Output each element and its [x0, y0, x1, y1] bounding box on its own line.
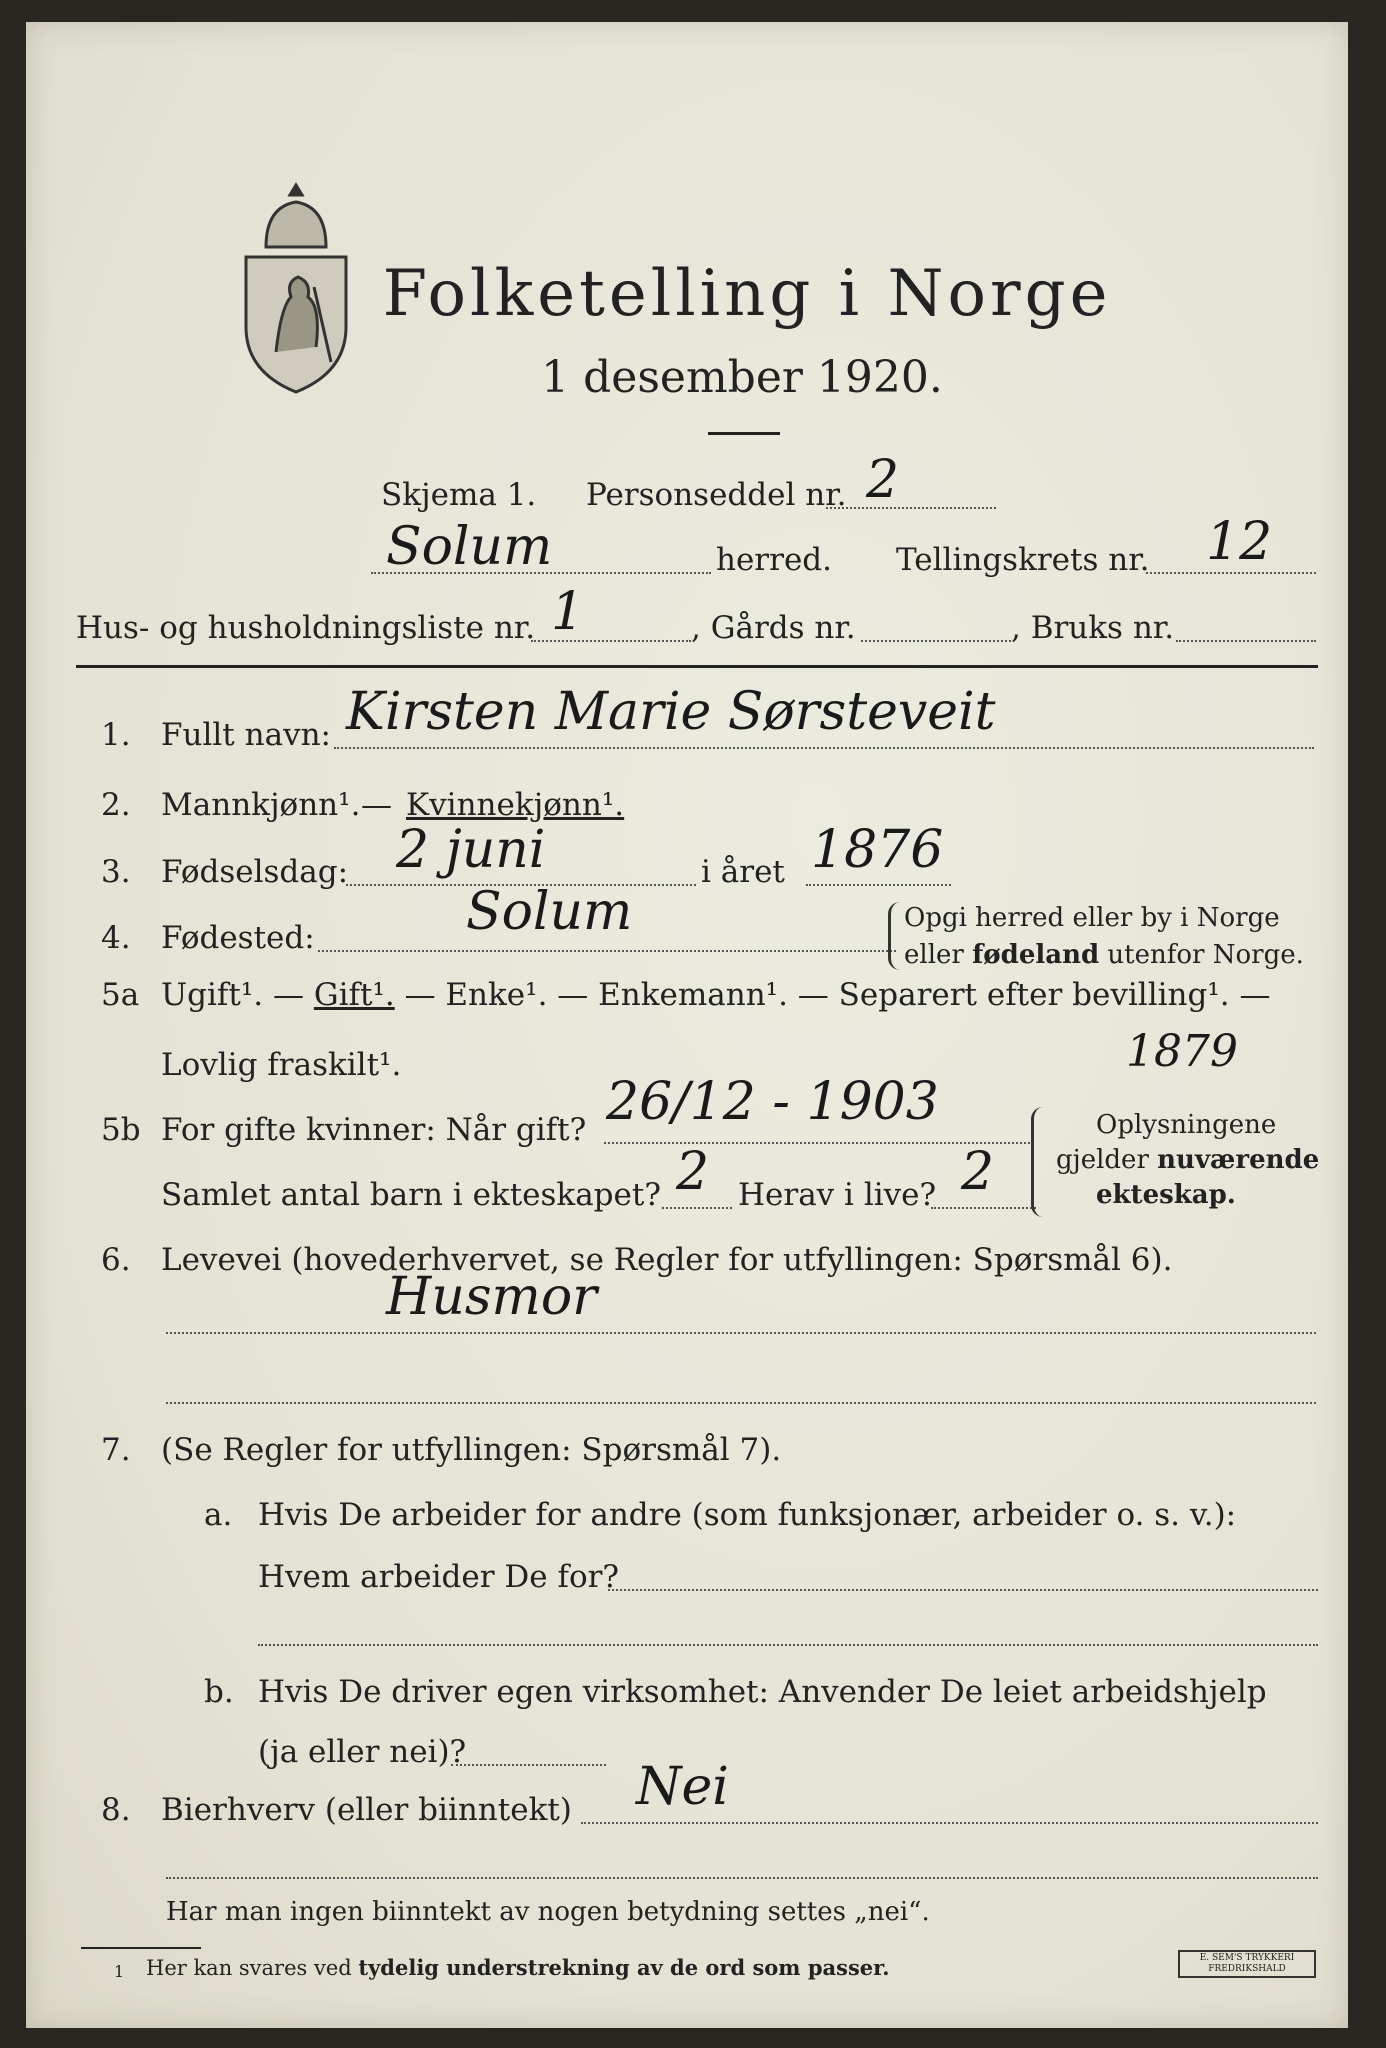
- q1-label: Fullt navn:: [161, 717, 331, 753]
- q7a-text: Hvis De arbeider for andre (som funksjonær, arbeider o. s. v.):: [258, 1497, 1237, 1533]
- q7a-line-2: [258, 1644, 1318, 1646]
- q1-number: 1.: [101, 717, 131, 753]
- q5a-gift-selected: Gift¹.: [313, 977, 395, 1013]
- gards-label: , Gårds nr.: [691, 610, 856, 646]
- q5b-label: For gifte kvinner: Når gift?: [161, 1112, 587, 1148]
- skjema-label: Skjema 1.: [381, 477, 537, 513]
- q2-kvinne: Kvinnekjønn¹.: [406, 787, 625, 823]
- q6-number: 6.: [101, 1242, 131, 1278]
- q8-number: 8.: [101, 1792, 131, 1828]
- q4-value: Solum: [466, 882, 633, 942]
- bruks-label: , Bruks nr.: [1011, 610, 1175, 646]
- q4-brace: [888, 902, 901, 970]
- printer-stamp: E. SEM'S TRYKKERI FREDRIKSHALD: [1178, 1950, 1316, 1978]
- krets-label: Tellingskrets nr.: [896, 542, 1150, 578]
- q2-mann: Mannkjønn¹.: [161, 787, 361, 823]
- q5a-note: 1879: [1126, 1026, 1238, 1077]
- gards-line: [861, 640, 1011, 642]
- q7b-line: [451, 1764, 606, 1766]
- q4-note-1: Opgi herred eller by i Norge: [904, 903, 1280, 933]
- q7-number: 7.: [101, 1432, 131, 1468]
- q8-line-1: [581, 1822, 1318, 1824]
- q8-label: Bierhverv (eller biinntekt): [161, 1792, 572, 1828]
- q7a-number: a.: [204, 1497, 233, 1533]
- q6-label: Levevei (hovederhvervet, se Regler for utfyllingen: Spørsmål 6).: [161, 1242, 1173, 1278]
- q5b-barn-value: 2: [676, 1142, 710, 1202]
- title-divider: [708, 432, 780, 435]
- q2-separator: —: [361, 787, 392, 823]
- q3-year-label: i året: [701, 854, 785, 890]
- hus-label: Hus- og husholdningsliste nr.: [76, 610, 536, 646]
- bruks-line: [1176, 640, 1316, 642]
- q7b-question: (ja eller nei)?: [258, 1734, 467, 1770]
- footer-note: Har man ingen biinntekt av nogen betydning settes „nei“.: [166, 1897, 930, 1927]
- herred-value: Solum: [386, 517, 553, 577]
- q4-number: 4.: [101, 920, 131, 956]
- q5b-barn-line: [662, 1207, 732, 1209]
- q5b-live-label: Herav i live?: [738, 1177, 937, 1213]
- footnote-text: Her kan svares ved tydelig understrekning av de ord som passer.: [146, 1955, 890, 1980]
- q5a-options: Ugift¹. — Gift¹. — Enke¹. — Enkemann¹. — Separert efter bevilling¹. —: [161, 977, 1271, 1013]
- q7b-text: Hvis De driver egen virksomhet: Anvender De leiet arbeidshjelp: [258, 1674, 1267, 1710]
- q1-value: Kirsten Marie Sørsteveit: [346, 682, 996, 742]
- q8-value: Nei: [636, 1757, 729, 1817]
- q6-line-2: [166, 1402, 1316, 1404]
- q1-line: [334, 747, 1314, 749]
- q5b-brace: [1031, 1107, 1046, 1217]
- personseddel-line: [826, 507, 996, 509]
- footnote-divider: [81, 1947, 201, 1949]
- q5b-live-value: 2: [961, 1142, 995, 1202]
- herred-label: herred.: [716, 542, 832, 578]
- q7a-question: Hvem arbeider De for?: [258, 1559, 620, 1595]
- q6-value: Husmor: [386, 1267, 597, 1327]
- q4-label: Fødested:: [161, 920, 315, 956]
- q7a-line-1: [608, 1589, 1318, 1591]
- q5a-line2: Lovlig fraskilt¹.: [161, 1047, 402, 1083]
- q5b-note-1: Oplysningene: [1096, 1110, 1277, 1140]
- q3-number: 3.: [101, 854, 131, 890]
- q3-label: Fødselsdag:: [161, 854, 349, 890]
- personseddel-label: Personseddel nr.: [586, 477, 847, 513]
- hus-value: 1: [551, 582, 585, 642]
- q6-line-1: [166, 1332, 1316, 1334]
- krets-value: 12: [1206, 512, 1273, 572]
- form-title: Folketelling i Norge: [382, 257, 1112, 331]
- q4-line: [318, 950, 896, 952]
- q7b-number: b.: [204, 1674, 234, 1710]
- q3-year-line: [806, 884, 951, 886]
- krets-line: [1146, 572, 1316, 574]
- q7-label: (Se Regler for utfyllingen: Spørsmål 7).: [161, 1432, 782, 1468]
- q4-note-2: eller fødeland utenfor Norge.: [904, 940, 1304, 970]
- q5b-live-line: [931, 1207, 1036, 1209]
- footnote-number: 1: [114, 1962, 125, 1981]
- census-form: [26, 22, 1348, 2028]
- q5b-barn-label: Samlet antal barn i ekteskapet?: [161, 1177, 661, 1213]
- q5b-note-3: ekteskap.: [1096, 1180, 1236, 1210]
- q2-number: 2.: [101, 787, 131, 823]
- header-divider: [76, 665, 1318, 668]
- form-date: 1 desember 1920.: [541, 352, 943, 403]
- personseddel-value: 2: [866, 450, 900, 510]
- q3-day-value: 2 juni: [396, 820, 546, 880]
- q3-year-value: 1876: [811, 820, 944, 880]
- q5b-number: 5b: [101, 1112, 141, 1148]
- q5b-gift-value: 26/12 - 1903: [606, 1072, 939, 1132]
- q5b-note-2: gjelder nuværende: [1056, 1145, 1320, 1175]
- q8-line-2: [166, 1877, 1318, 1879]
- q5a-number: 5a: [101, 977, 140, 1013]
